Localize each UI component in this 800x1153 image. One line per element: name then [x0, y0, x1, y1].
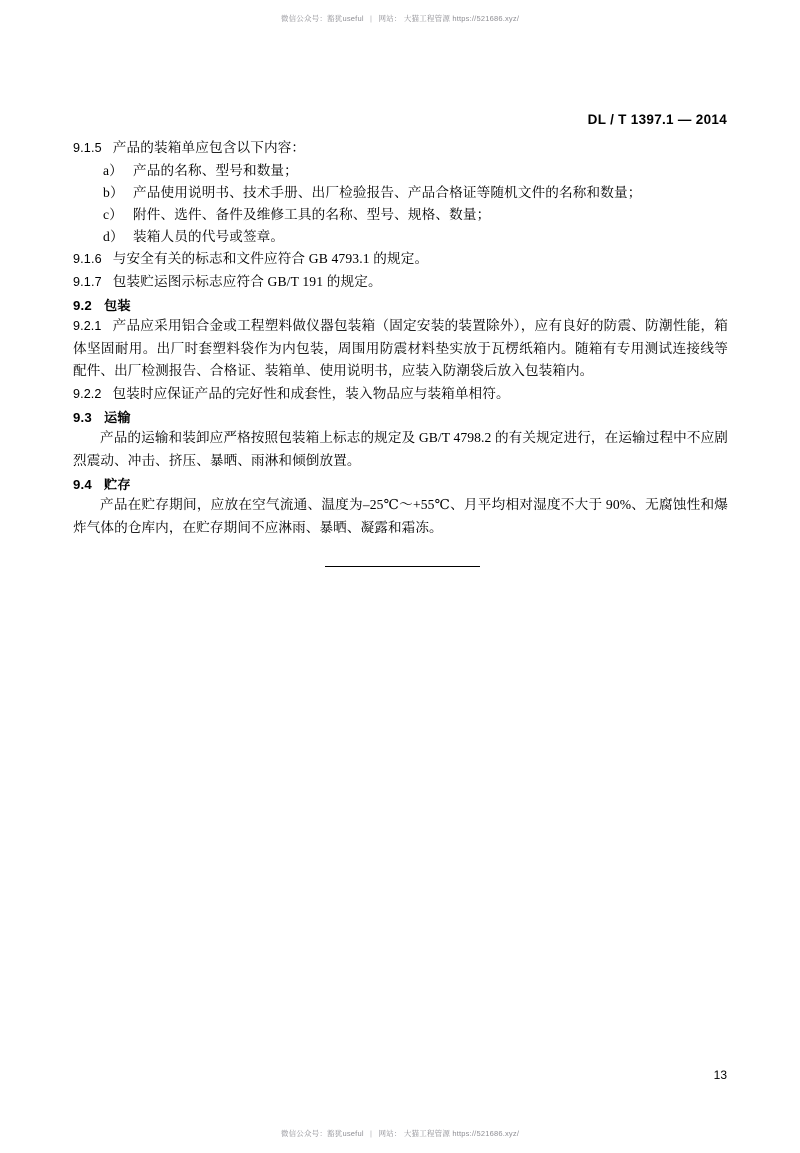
watermark-url: https://521686.xyz/: [452, 1129, 520, 1138]
clause-9-1-6-text: 与安全有关的标志和文件应符合 GB 4793.1 的规定。: [112, 251, 429, 267]
clause-9-2-2-number: 9.2.2: [73, 386, 102, 401]
section-heading-9-2: [73, 295, 728, 314]
section-9-4-title: 贮存: [103, 477, 131, 493]
list-item-text: 附件、选件、备件及维修工具的名称、型号、规格、数量；: [133, 207, 491, 223]
watermark-separator: |: [370, 14, 373, 23]
list-item-text: 产品的名称、型号和数量；: [133, 163, 298, 179]
section-9-3-title: 运输: [103, 410, 131, 426]
list-item: [73, 160, 728, 182]
clause-9-1-7: [73, 271, 728, 293]
clause-9-1-6-number: 9.1.6: [73, 252, 102, 267]
section-9-2-title: 包装: [103, 298, 131, 314]
clause-9-2-2-text: 包装时应保证产品的完好性和成套性，装入物品应与装箱单相符。: [112, 385, 510, 401]
clause-9-1-5: [73, 137, 728, 159]
watermark-site-label: 网站：: [378, 1129, 402, 1138]
clause-9-2-2: [73, 383, 728, 406]
section-9-3-number: 9.3: [73, 410, 92, 426]
clause-9-2-1-text: 产品应采用铝合金或工程塑料做仪器包装箱（固定安装的装置除外），应有良好的防震、防潮性能，箱体坚固耐用。出厂时套塑料袋作为内包装，周围用防震材料垫实放于瓦楞纸箱内。随箱有专用测试连接线等配件、出厂检测报告、合格证、装箱单、使用说明书，应装入防潮袋后放入包装箱内。: [73, 318, 728, 379]
list-item: [73, 226, 728, 248]
end-of-document-rule: [325, 566, 480, 567]
section-9-4-number: 9.4: [73, 477, 92, 493]
clause-9-1-7-number: 9.1.7: [73, 275, 102, 290]
clause-9-2-1-number: 9.2.1: [73, 319, 102, 334]
list-item-marker: d）: [103, 229, 124, 245]
watermark-url: https://521686.xyz/: [452, 14, 520, 23]
standard-number-header: DL / T 1397.1 — 2014: [587, 112, 727, 127]
clause-9-1-7-text: 包装贮运图示标志应符合 GB/T 191 的规定。: [112, 274, 382, 290]
clause-9-1-5-list: [73, 160, 728, 248]
section-heading-9-3: [73, 407, 728, 426]
list-item-text: 装箱人员的代号或签章。: [133, 229, 285, 245]
clause-9-2-1: [73, 315, 728, 383]
watermark-account: 微信公众号：豁犹useful: [280, 14, 364, 23]
watermark-site-label: 网站：: [378, 14, 402, 23]
document-content: [73, 137, 728, 540]
clause-9-1-5-text: 产品的装箱单应包含以下内容：: [112, 140, 306, 155]
section-9-2-number: 9.2: [73, 298, 92, 314]
section-9-3-paragraph: 产品的运输和装卸应严格按照包装箱上标志的规定及 GB/T 4798.2 的有关规定进行，在运输过程中不应剧烈震动、冲击、挤压、暴晒、雨淋和倾倒放置。: [73, 430, 728, 468]
list-item-marker: a）: [103, 163, 123, 179]
clause-9-1-5-number: 9.1.5: [73, 141, 102, 155]
list-item: [73, 204, 728, 226]
section-9-4-paragraph: 产品在贮存期间，应放在空气流通、温度为–25℃～+55℃、月平均相对湿度不大于 90%、无腐蚀性和爆炸气体的仓库内，在贮存期间不应淋雨、暴晒、凝露和霜冻。: [73, 497, 728, 536]
watermark-top: [0, 13, 800, 24]
watermark-account: 微信公众号：豁犹useful: [280, 1129, 364, 1138]
clause-9-1-6: [73, 248, 728, 270]
list-item-marker: c）: [103, 207, 123, 223]
page-number: 13: [713, 1068, 727, 1082]
watermark-separator: |: [370, 1129, 373, 1138]
watermark-bottom: [0, 1128, 800, 1139]
watermark-site-name: 大猫工程管源: [403, 1129, 451, 1138]
list-item: [73, 182, 728, 204]
section-heading-9-4: [73, 474, 728, 493]
list-item-marker: b）: [103, 185, 124, 201]
watermark-site-name: 大猫工程管源: [403, 14, 451, 23]
list-item-text: 产品使用说明书、技术手册、出厂检验报告、产品合格证等随机文件的名称和数量；: [133, 185, 642, 201]
